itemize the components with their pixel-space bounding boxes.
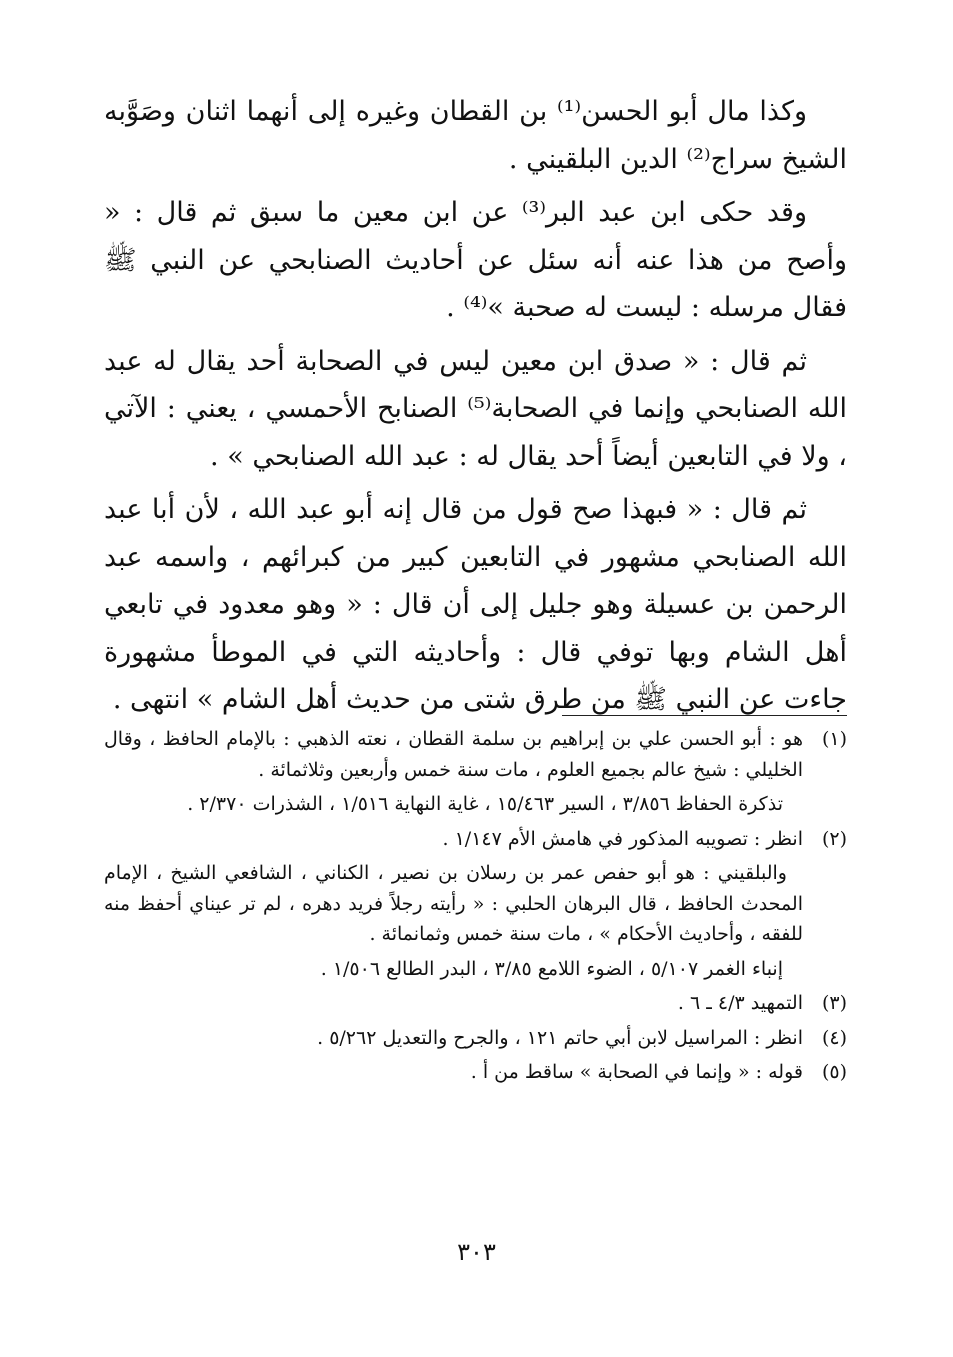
main-text [104, 88, 847, 724]
footnote-sources: إنباء الغمر ٥/١٠٧ ، الضوء اللامع ٣/٨٥ ، البدر الطالع ١/٥٠٦ . [320, 957, 783, 980]
footnote-sources: تذكرة الحفاظ ٣/٨٥٦ ، السير ١٥/٤٦٣ ، غاية النهاية ١/٥١٦ ، الشذرات ٢/٣٧٠ . [187, 793, 783, 815]
footnote-text: التمهيد ٤/٣ ـ ٦ . [677, 992, 803, 1014]
paragraph-4: ثم قال : « فبهذا صح قول من قال إنه أبو عبد الله ، لأن أبا عبد الله الصنابحي مشهور في التابعين كبير من كبرائهم ، واسمه عبد الرحمن بن عسيلة وهو جليل إلى أن قال : « وهو معدود في تابعي أهل الشام وبها توفي قال : وأحاديثه التي في الموطأ مشهورة جاءت عن النبي ﷺ من طرق شتى من حديث أهل الشام » انتهى . [104, 494, 847, 715]
footnote-4 [104, 1023, 847, 1054]
footnote-separator [562, 715, 847, 716]
footnote-5 [104, 1057, 847, 1088]
footnote-continuation: والبلقيني : هو أبو حفص عمر بن رسلان بن نصير ، الكناني ، الشافعي الشيخ ، الإمام المحدث الحافظ ، قال البرهان الحلبي : « رأيته رجلاً فريد دهره ، لم تر عيناي أحفظ منه للفقه ، وأحاديث الأحكام » ، مات سنة خمس وثمانمائة . [104, 862, 803, 945]
footnote-text: انظر : تصويبه المذكور في هامش الأم ١/١٤٧ . [442, 827, 803, 850]
footnote-text: قوله : « وإنما في الصحابة » ساقط من أ . [470, 1061, 803, 1083]
footnote-text: انظر : المراسيل لابن أبي حاتم ١٢١ ، والجرح والتعديل ٥/٢٦٢ . [317, 1026, 803, 1049]
footnote-number: (٣) [821, 992, 847, 1014]
paragraph-3: ثم قال : « صدق ابن معين ليس في الصحابة أحد يقال له عبد الله الصنابحي وإنما في الصحابة⁽⁵⁾ الصنابح الأحمسي ، يعني : الآتي ، ولا في التابعين أيضاً أحد يقال له : عبد الله الصنابحي » . [104, 345, 847, 472]
footnote-number: (٥) [821, 1061, 847, 1083]
footnote-number: (٢) [821, 827, 847, 850]
footnotes [104, 724, 847, 1092]
footnote-text: هو : أبو الحسن علي بن إبراهيم بن سلمة القطان ، نعته الذهبي : بالإمام الحافظ ، وقال الخليلي : شيخ عالم بجميع العلوم ، مات سنة خمس وأربعين وثلاثمائة . [104, 728, 803, 781]
paragraph-2: وقد حكى ابن عبد البر⁽³⁾ عن ابن معين ما سبق ثم قال : « وأصح من هذا عنه أنه سئل عن أحاديث الصنابحي عن النبي ﷺ فقال مرسله : ليست له صحبة »⁽⁴⁾ . [104, 197, 847, 323]
paragraph-1: وكذا مال أبو الحسن⁽¹⁾ بن القطان وغيره إلى أنهما اثنان وصَوَّبه الشيخ سراج⁽²⁾ الدين البلقيني . [104, 96, 847, 175]
footnote-2 [104, 824, 847, 985]
footnote-number: (٤) [821, 1026, 847, 1049]
footnote-number: (١) [821, 728, 847, 750]
page-number: ٣٠٣ [457, 1238, 496, 1266]
footnote-3 [104, 988, 847, 1019]
footnote-1 [104, 724, 847, 820]
